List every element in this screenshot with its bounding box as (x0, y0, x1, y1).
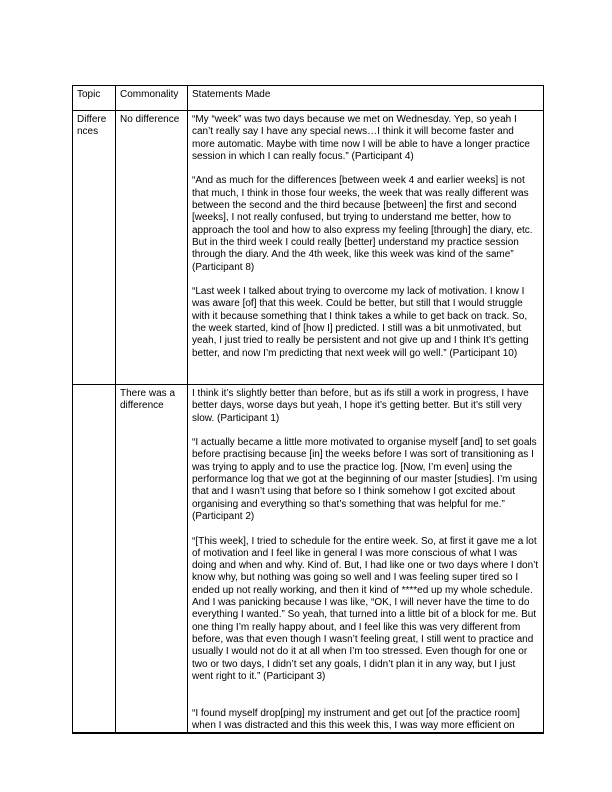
statements-cell (188, 111, 544, 385)
column-header-topic: Topic (73, 86, 116, 111)
blank-line (192, 274, 539, 286)
blank-line (192, 163, 539, 175)
statement-paragraph: “[This week], I tried to schedule for the entire week. So, at first it gave me a lot of motivation and I feel like in general I was more conscious of what I was doing and when and why. Kind of. But, I had like one or two days where I don’t know why, but nothing was going so well and I was feeling super tired so I ended up not really working, and then it kind of ****ed up my whole schedule. And I was panicking because I was like, “OK, I will never have the time to do everything I wanted.” So yeah, that turned into a little bit of a block for me. But one thing I’m really happy about, and I feel like this was very different from before, was that even though I wasn’t feeling great, I still went to practice and usually I would not do it at all when I’m too stressed. Even though for one or two or two days, I didn’t set any goals, I didn’t plan it in any way, but I just went right to it.” (Participant 3) (192, 535, 539, 682)
statements-cell (188, 385, 544, 734)
column-header-statements-made: Statements Made (188, 86, 544, 111)
statement-paragraph: I think it’s slightly better than before, but as ifs still a work in progress, I have better days, worse days but yeah, I hope it’s getting better. But it’s still very slow. (Participant 1) (192, 388, 529, 424)
table-row (73, 111, 544, 385)
statement-paragraph: “I actually became a little more motivated to organise myself [and] to set goals before practising because [in] the weeks before I was sort of transitioning as I was trying to apply and to use the practice log. [Now, I’m even] using the performance log that we got at the beginning of our master [studies]. I’m using that and I wasn’t using that before so I think somehow I got excited about organising and everything so that’s something that was helpful for me.” (Participant 2) (192, 437, 538, 522)
blank-line (192, 425, 539, 437)
table-row (73, 385, 544, 734)
column-header-commonality: Commonality (116, 86, 188, 111)
statement-paragraph: “I found myself drop[ping] my instrument and get out [of the practice room] when I was distracted and this this week this, I was way more efficient on (192, 707, 520, 732)
commonality-cell: There was a difference (116, 385, 188, 734)
commonality-cell: No difference (116, 111, 188, 385)
blank-line (192, 683, 539, 695)
blank-line (192, 695, 539, 707)
statement-paragraph: “Last week I talked about trying to overcome my lack of motivation. I know I was aware [of] that this week. Could be better, but still that I would struggle with it because something that I think takes a while to get back on track. So, the week started, kind of [how I] predicted. I still was a bit unmotivated, but yeah, I just tried to really be persistent and not give up and I think It’s getting better, and now I’m predicting that next week will go well.” (Participant 10) (192, 286, 529, 359)
statement-paragraph: “And as much for the differences [between week 4 and earlier weeks] is not that much, I think in those four weeks, the week that was really different was between the second and the third because [between] the first and second [weeks], I not really confused, but trying to understand me better, how to approach the tool and how to also express my feeling [through] the diary, etc. But in the third week I could really [better] understand my practice session through the diary. And the 4th week, like this week was kind of the same” (Participant 8) (192, 175, 533, 273)
topic-cell (73, 385, 116, 734)
topic-cell: Differences (73, 111, 116, 385)
statements-table (72, 85, 544, 734)
table-header-row (73, 86, 544, 111)
statement-paragraph: “My “week” was two days because we met on Wednesday. Yep, so yeah I can’t really say I have any special news…I think it will become faster and more automatic. Maybe with time now I will be able to have a longer practice session in which I can really focus.” (Participant 4) (192, 114, 530, 162)
blank-line (192, 523, 539, 535)
